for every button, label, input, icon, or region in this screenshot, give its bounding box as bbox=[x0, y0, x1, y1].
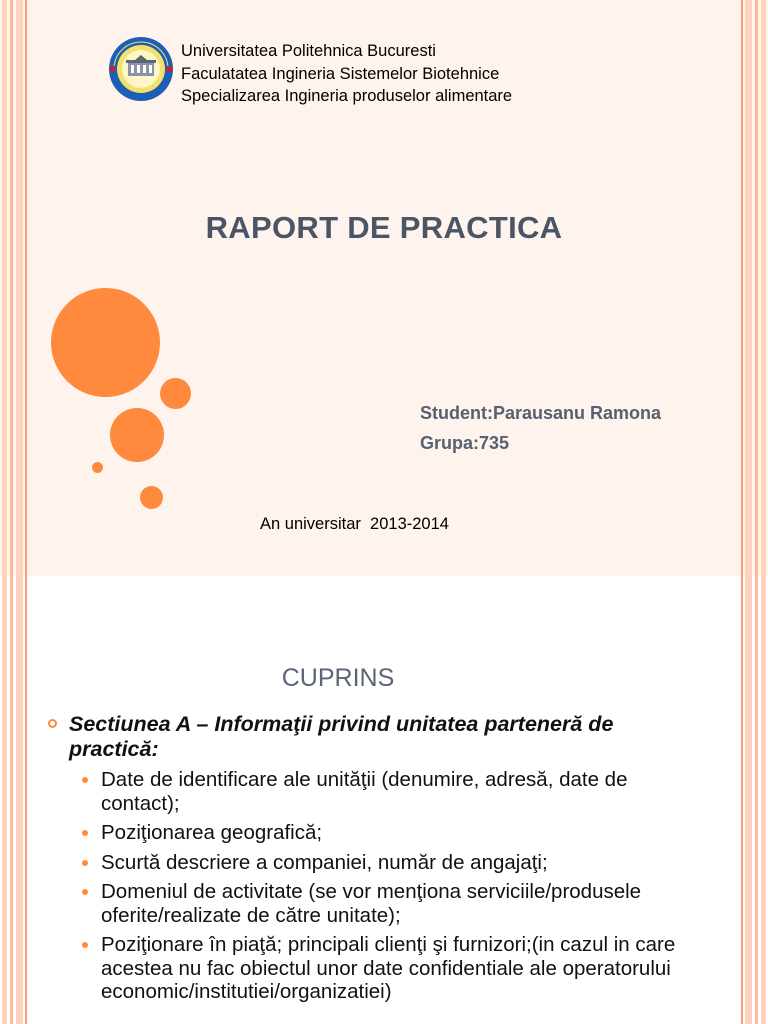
small-circle-decoration bbox=[160, 378, 191, 409]
section-title bbox=[48, 712, 698, 762]
bullet-dot-icon bbox=[82, 942, 88, 948]
page-title: RAPORT DE PRACTICA bbox=[205, 210, 563, 245]
section-items-list bbox=[48, 768, 698, 1004]
list-item-text: Poziţionarea geografică; bbox=[101, 821, 323, 844]
specialization-name: Specializarea Ingineria produselor alimentare bbox=[181, 87, 513, 105]
tiny-circle-decoration bbox=[92, 462, 103, 473]
left-decorative-stripes bbox=[0, 576, 30, 1024]
university-info bbox=[181, 40, 512, 108]
ring-bullet-icon bbox=[48, 719, 57, 728]
contents-heading: CUPRINS bbox=[281, 664, 395, 692]
right-decorative-stripes bbox=[738, 0, 768, 576]
university-logo-icon bbox=[106, 36, 176, 102]
bullet-dot-icon bbox=[82, 830, 88, 836]
right-decorative-stripes bbox=[738, 576, 768, 1024]
list-item-text: Scurtă descriere a companiei, număr de angajaţi; bbox=[101, 850, 548, 874]
student-info bbox=[420, 398, 661, 458]
list-item-text: Poziţionare în piaţă; principali clienţi şi furnizori;(in cazul in care acestea nu fac obiectul unor date confidentiale ale operatorului economic/institutiei/organizatiei) bbox=[101, 933, 676, 1003]
faculty-name: Faculatatea Ingineria Sistemelor Biotehnice bbox=[181, 64, 500, 83]
list-item bbox=[77, 880, 698, 927]
list-item bbox=[77, 933, 698, 1004]
left-decorative-stripes bbox=[0, 0, 30, 576]
student-group: Grupa:735 bbox=[420, 433, 510, 453]
section-a bbox=[48, 712, 698, 1010]
list-item bbox=[77, 821, 698, 845]
list-item-text: Date de identificare ale unităţii (denumire, adresă, date de contact); bbox=[101, 768, 628, 815]
bullet-dot-icon bbox=[82, 860, 88, 866]
small-circle-decoration bbox=[140, 486, 163, 509]
large-circle-decoration bbox=[51, 288, 160, 397]
academic-year: An universitar 2013-2014 bbox=[260, 515, 449, 533]
list-item bbox=[77, 851, 698, 875]
medium-circle-decoration bbox=[110, 408, 164, 462]
university-name: Universitatea Politehnica Bucuresti bbox=[181, 42, 436, 60]
section-title-text: Sectiunea A – Informaţii privind unitatea parteneră de practică: bbox=[69, 712, 614, 761]
list-item bbox=[77, 768, 698, 815]
bullet-dot-icon bbox=[82, 889, 88, 895]
list-item-text: Domeniul de activitate (se vor menţiona serviciile/produsele oferite/realizate de către unitate); bbox=[101, 880, 642, 927]
student-name: Student:Parausanu Ramona bbox=[420, 403, 662, 423]
bullet-dot-icon bbox=[82, 777, 88, 783]
contents-slide bbox=[0, 576, 768, 1024]
